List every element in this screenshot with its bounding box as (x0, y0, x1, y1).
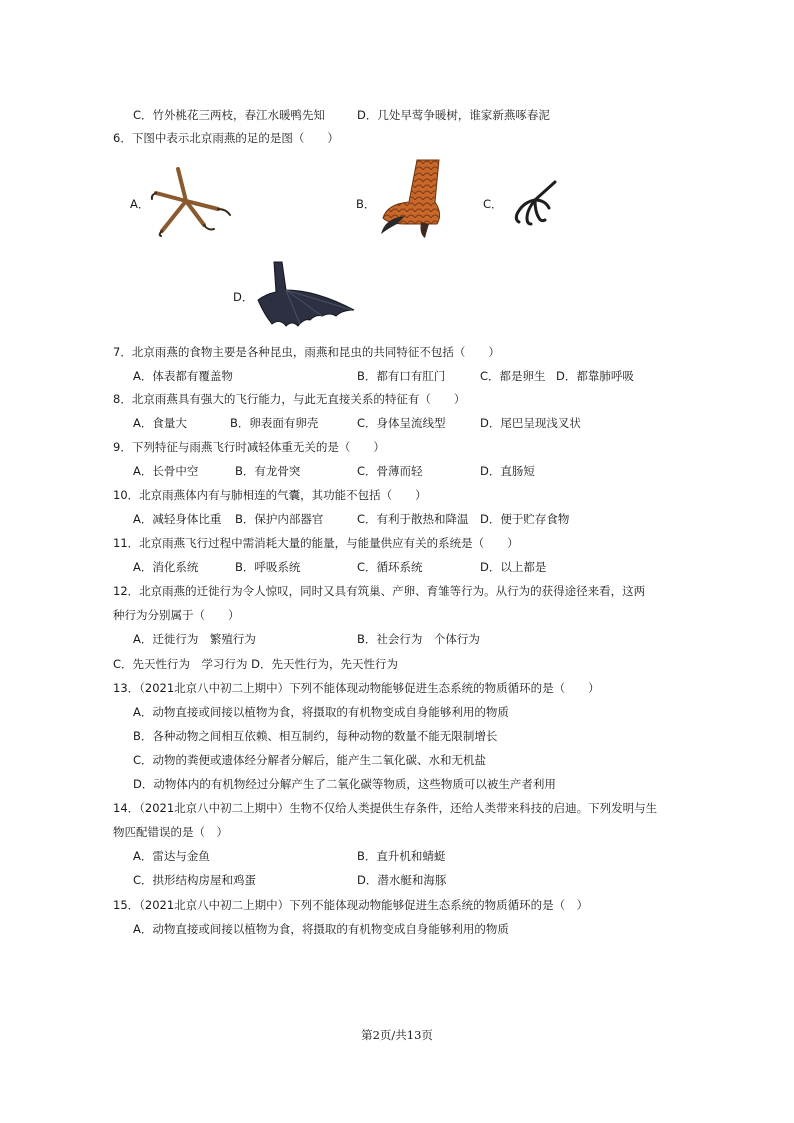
page-footer: 第2页/共13页 (361, 1028, 433, 1042)
q14-option-a: A．雷达与金鱼 (133, 849, 210, 863)
q14-stem-line1: 14．（2021北京八中初二上期中）生物不仅给人类提供生存条件，还给人类带来科技的启迪。下列发明与生 (113, 801, 658, 815)
q10-stem: 10．北京雨燕体内有与肺相连的气囊，其功能不包括（ ） (113, 488, 427, 502)
q13-stem: 13．（2021北京八中初二上期中）下列不能体现动物能够促进生态系统的物质循环的是（ ） (113, 681, 600, 695)
q5-option-d: D．几处早莺争暖树，谁家新燕啄春泥 (357, 108, 550, 122)
q13-option-a: A．动物直接或间接以植物为食，将摄取的有机物变成自身能够利用的物质 (133, 705, 509, 719)
q8-option-a: A．食量大 (133, 416, 187, 430)
q6-label-b: B． (356, 197, 376, 211)
q8-stem: 8．北京雨燕具有强大的飞行能力，与此无直接关系的特征有（ ） (113, 392, 466, 406)
q14-option-d: D．潜水艇和海豚 (357, 873, 447, 887)
q7-option-c: C．都是卵生 (480, 369, 546, 383)
q9-option-a: A．长骨中空 (133, 464, 199, 478)
q12-option-a: A．迁徙行为 繁殖行为 (133, 632, 256, 646)
q10-option-c: C．有利于散热和降温 (357, 512, 469, 526)
q6-label-d: D． (233, 290, 254, 304)
q6-stem: 6．下图中表示北京雨燕的足的是图（ ） (113, 131, 339, 145)
q10-option-b: B．保护内部器官 (235, 512, 324, 526)
q5-option-c: C．竹外桃花三两枝，春江水暖鸭先知 (133, 108, 326, 122)
q7-stem: 7．北京雨燕的食物主要是各种昆虫，雨燕和昆虫的共同特征不包括（ ） (113, 345, 500, 359)
q14-stem-line2: 物匹配错误的是（ ） (113, 825, 228, 839)
q9-option-b: B．有龙骨突 (235, 464, 301, 478)
q15-stem: 15．（2021北京八中初二上期中）下列不能体现动物能够促进生态系统的物质循环的是（ ） (113, 898, 589, 912)
figure-a-bird-foot-icon (148, 165, 243, 237)
q15-option-a: A．动物直接或间接以植物为食，将摄取的有机物变成自身能够利用的物质 (133, 922, 509, 936)
figure-d-webbed-foot-icon (256, 260, 358, 330)
q10-option-a: A．减轻身体比重 (133, 512, 222, 526)
q11-option-a: A．消化系统 (133, 560, 199, 574)
q11-option-c: C．循环系统 (357, 560, 423, 574)
q14-option-b: B．直升机和蜻蜓 (357, 849, 446, 863)
q11-option-d: D．以上都是 (480, 560, 547, 574)
q10-option-d: D．便于贮存食物 (480, 512, 570, 526)
q12-stem-line1: 12．北京雨燕的迁徙行为令人惊叹，同时又具有筑巢、产卵、育雏等行为。从行为的获得途径来看，这两 (113, 584, 646, 598)
q12-option-b: B．社会行为 个体行为 (357, 632, 480, 646)
q13-option-b: B．各种动物之间相互依赖、相互制约，每种动物的数量不能无限制增长 (133, 729, 498, 743)
figure-c-bird-foot-icon (505, 178, 560, 228)
q7-option-b: B．都有口有肛门 (357, 369, 446, 383)
q11-option-b: B．呼吸系统 (235, 560, 301, 574)
figure-b-bird-foot-icon (375, 158, 450, 240)
q9-option-d: D．直肠短 (480, 464, 535, 478)
q13-option-c: C．动物的粪便或遗体经分解者分解后，能产生二氧化碳、水和无机盐 (133, 753, 487, 767)
q9-option-c: C．骨薄而轻 (357, 464, 423, 478)
q12-option-cd: C．先天性行为 学习行为 D．先天性行为，先天性行为 (113, 657, 399, 671)
q6-label-c: C． (483, 197, 503, 211)
q8-option-c: C．身体呈流线型 (357, 416, 446, 430)
q9-stem: 9．下列特征与雨燕飞行时减轻体重无关的是（ ） (113, 440, 385, 454)
q6-label-a: A． (130, 197, 150, 211)
q8-option-b: B．卵表面有卵壳 (230, 416, 319, 430)
q14-option-c: C．拱形结构房屋和鸡蛋 (133, 873, 257, 887)
q7-option-a: A．体表都有覆盖物 (133, 369, 233, 383)
q8-option-d: D．尾巴呈现浅叉状 (480, 416, 581, 430)
q13-option-d: D．动物体内的有机物经过分解产生了二氧化碳等物质，这些物质可以被生产者利用 (133, 777, 556, 791)
q11-stem: 11．北京雨燕飞行过程中需消耗大量的能量，与能量供应有关的系统是（ ） (113, 536, 519, 550)
q12-stem-line2: 种行为分别属于（ ） (113, 608, 240, 622)
q7-option-d: D．都靠肺呼吸 (556, 369, 634, 383)
